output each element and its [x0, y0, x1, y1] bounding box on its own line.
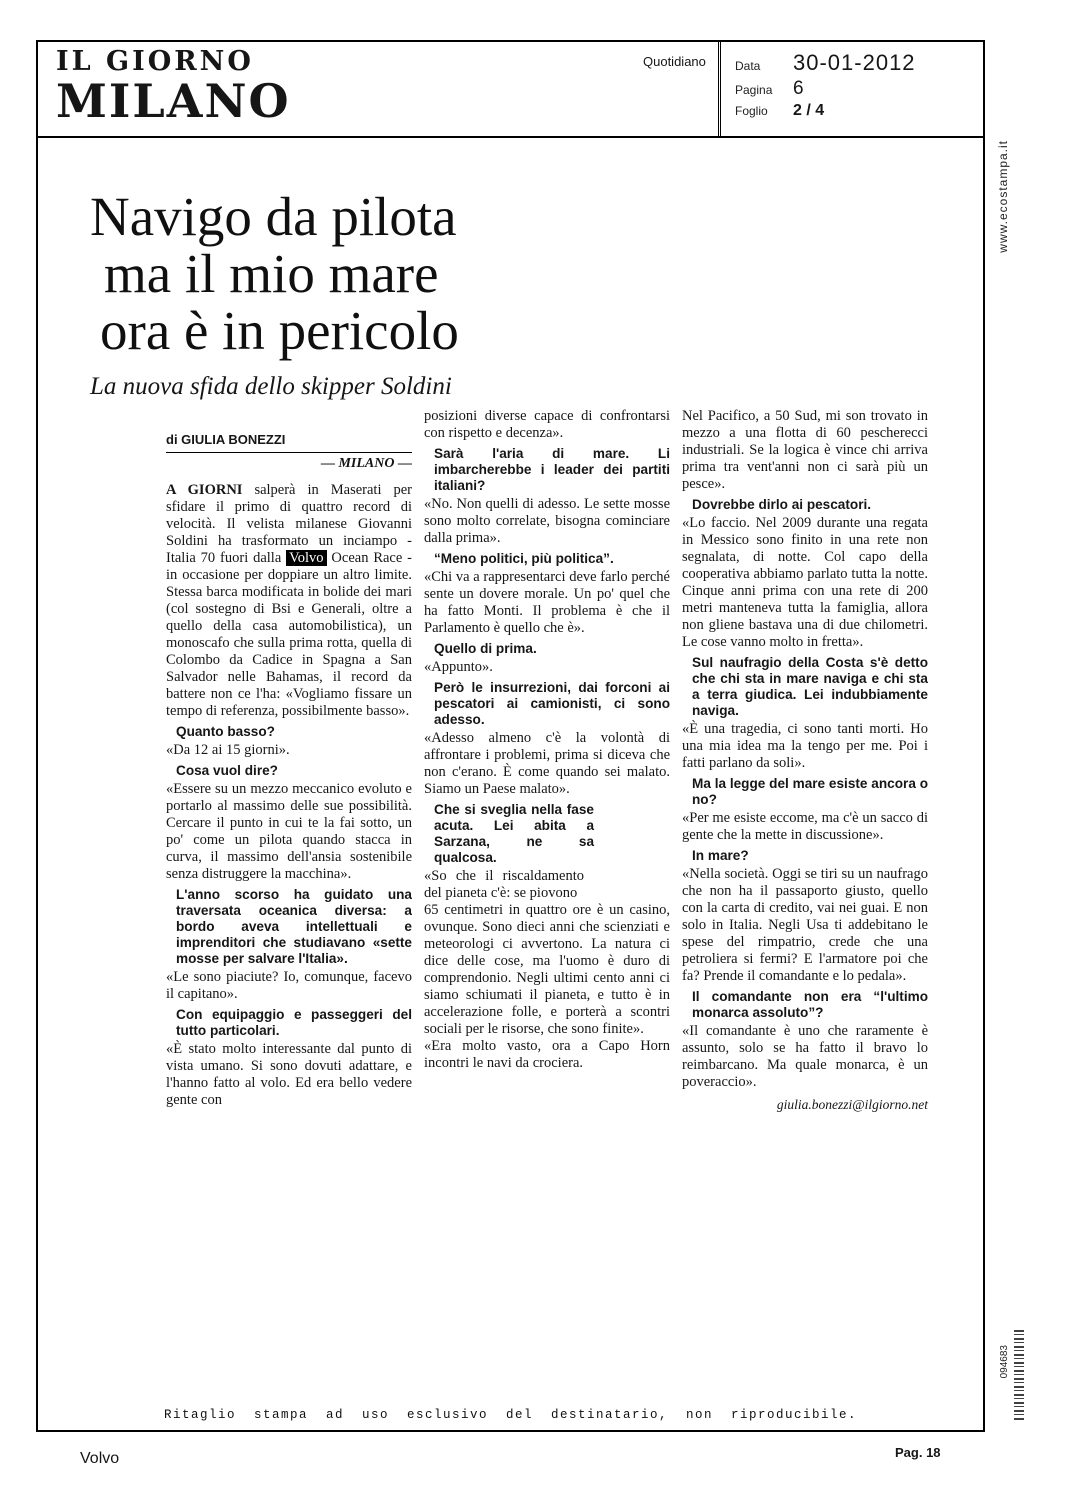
article-paragraph: «È stato molto interessante dal punto di vista umano. Si sono dovuti adattare, e l'hanno fatto al volo. Ed era bello vedere gente con [166, 1041, 412, 1108]
clipping-code: 094683 [999, 1345, 1010, 1379]
article-paragraph: «Il comandante è uno che raramente è assunto, solo se ha fatto il bravo lo reimbarcano. Ma quale monarca, è un poveraccio». [682, 1023, 928, 1090]
date-value: 30-01-2012 [793, 50, 916, 75]
article-paragraph: posizioni diverse capace di confrontarsi con rispetto e decenza». [424, 408, 670, 441]
interview-question: Che si sveglia nella fase acuta. Lei abita a Sarzana, ne sa qualcosa. [434, 802, 594, 865]
article-title-line-3: ora è in pericolo [100, 300, 459, 361]
article-paragraph: «Era molto vasto, ora a Capo Horn incontri le navi da crociera. [424, 1038, 670, 1071]
interview-question: Quanto basso? [176, 724, 275, 739]
article-paragraph: 65 centimetri in quattro ore è un casino, ovunque. Sono dieci anni che scienziati e meteorologi ci avvertono. La natura ci dice delle cose, ma l'uomo è duro di comprendonio. Negli ultimi cento anni ci siamo schiumati il pianeta, e tutto è in accelerazione folle, e porterà a scontri sociali per le risorse, che sono finite». [424, 902, 670, 1037]
interview-question: “Meno politici, più politica”. [434, 551, 614, 566]
monitored-keyword: Volvo [80, 1450, 120, 1467]
article-paragraph: «Lo faccio. Nel 2009 durante una regata in Messico sono finito in una rete non segnalata, di notte. Col capo della cooperativa abbiamo parlato tutta la notte. Cinque anni prima con una rete di 200 metri manteneva tutta la famiglia, allora non gliene bastava una di due chilometri. Le cose vanno molto in fretta». [682, 515, 928, 650]
article-paragraph: «No. Non quelli di adesso. Le sette mosse sono molto correlate, bisogna cominciare dalla prima». [424, 496, 670, 546]
clipping-info-box [718, 42, 983, 136]
article-column-2 [424, 408, 670, 1113]
article-paragraph: «Essere su un mezzo meccanico evoluto e portarlo al massimo delle sue possibilità. Cercare il punto in cui te la fai sotto, un po' come un pilota quando stacca in curva, il massimo dell'ansia sostenibile senza distruggere la macchina». [166, 781, 412, 882]
clipping-frame [36, 40, 985, 1432]
masthead-edition: MILANO [56, 74, 291, 128]
reproduction-notice: Ritaglio stampa ad uso esclusivo del destinatario, non riproducibile. [163, 1408, 858, 1422]
highlighted-keyword: Volvo [286, 550, 326, 566]
article-title-block [90, 188, 710, 401]
article-paragraph: Nel Pacifico, a 50 Sud, mi son trovato in mezzo a una flotta di 60 pescherecci industriali. Se la logica è vince chi arriva prima tra vent'anni non ci sarà più un pesce». [682, 408, 928, 492]
date-label: Data [735, 59, 761, 73]
article-column-3 [682, 408, 928, 1113]
article-column-1 [166, 408, 412, 1113]
article-paragraph: «Adesso almeno c'è la volontà di affrontare i problemi, prima si diceva che non c'erano. È come quando sei malato. Siamo un Paese malato». [424, 730, 670, 797]
interview-question: Cosa vuol dire? [176, 763, 278, 778]
byline-block [166, 432, 412, 472]
article-paragraph: «Per me esiste eccome, ma c'è un sacco di gente che la mette in discussione». [682, 810, 928, 843]
barcode [1014, 1330, 1024, 1420]
sheet-value: 2 / 4 [793, 102, 825, 119]
masthead-name: IL GIORNO [56, 46, 254, 77]
article-paragraph: «So che il riscaldamento del pianeta c'è: se piovono [424, 868, 584, 901]
article-paragraph: «Nella società. Oggi se tiri su un naufrago che non ha il passaporto giusto, quello con la carta di credito, vai nei guai. E non solo in Italia. Negli Usa ti addebitano le spese del rimpatrio, crede che una petroliera si fermi? E l'armatore poi che fa? Prende il comandante e lo pedala». [682, 866, 928, 984]
byline-divider [166, 452, 412, 453]
article-subtitle: La nuova sfida dello skipper Soldini [90, 373, 452, 400]
info-row-date [735, 50, 983, 76]
interview-question: Quello di prima. [434, 641, 537, 656]
interview-question: Sul naufragio della Costa s'è detto che chi sta in mare naviga e chi sta a terra giudica. Lei indubbiamente naviga. [692, 655, 928, 718]
article-paragraph: «Da 12 ai 15 giorni». [166, 742, 290, 758]
interview-question: L'anno scorso ha guidato una traversata oceanica diversa: a bordo aveva intellettuali e imprenditori che studiavano «sette mosse per salvare l'Italia». [176, 887, 412, 966]
sheet-label: Foglio [735, 104, 768, 118]
article-title-line-2: ma il mio mare [104, 243, 439, 304]
interview-question: In mare? [692, 848, 749, 863]
press-header [38, 42, 983, 138]
info-row-sheet [735, 102, 983, 120]
interview-question: Dovrebbe dirlo ai pescatori. [692, 497, 872, 512]
interview-question: Sarà l'aria di mare. Li imbarcherebbe i leader dei partiti italiani? [434, 446, 670, 493]
article-body [166, 408, 928, 1113]
page-value: 6 [793, 78, 804, 99]
publication-type-label: Quotidiano [643, 54, 706, 69]
dateline: — MILANO — [320, 456, 412, 471]
article-paragraph: «Chi va a rappresentarci deve farlo perché sente un dovere morale. Un po' quel che ha fatto Monti. Il problema è che il Parlamento è quello che è». [424, 569, 670, 636]
article-paragraph: «Appunto». [424, 659, 493, 675]
interview-question: Ma la legge del mare esiste ancora o no? [692, 776, 928, 807]
clipping-page-ref: Pag. 18 [895, 1445, 941, 1460]
interview-question: Con equipaggio e passeggeri del tutto particolari. [176, 1007, 412, 1038]
ecostampa-url: www.ecostampa.it [996, 140, 1010, 253]
interview-question: Però le insurrezioni, dai forconi ai pescatori ai camionisti, ci sono adesso. [434, 680, 670, 727]
author-email: giulia.bonezzi@ilgiorno.net [776, 1097, 928, 1112]
article-paragraph: A GIORNI salperà in Maserati per sfidare il primo di quattro record di velocità. Il velista milanese Giovanni Soldini ha trasformato un inciampo - Italia 70 fuori dalla Volvo Ocean Race - in occasione per doppiare un altro limite. Stessa barca modificata in bolide dei mari (col sostegno di Bsi e Generali, oltre a quello della casa automobilistica), un monoscafo che sulla prima rotta, quella di Colombo da Cadice in Spagna a San Salvador nelle Bahamas, il record da battere non ce l'ha: «Vogliamo fissare un tempo di referenza, possibilmente basso». [166, 482, 413, 719]
article-paragraph: «È una tragedia, ci sono tanti morti. Ho una mia idea ma la tengo per me. Poi i fatti parlano da soli». [682, 721, 928, 771]
byline: di GIULIA BONEZZI [166, 432, 286, 447]
interview-question: Il comandante non era “l'ultimo monarca assoluto”? [692, 989, 928, 1020]
lead-capitals: A GIORNI [166, 482, 243, 498]
article-paragraph: «Le sono piaciute? Io, comunque, facevo il capitano». [166, 969, 412, 1002]
newspaper-masthead [56, 46, 291, 128]
info-row-page [735, 78, 983, 100]
page-label: Pagina [735, 83, 773, 97]
article-title-line-1: Navigo da pilota [90, 186, 457, 247]
